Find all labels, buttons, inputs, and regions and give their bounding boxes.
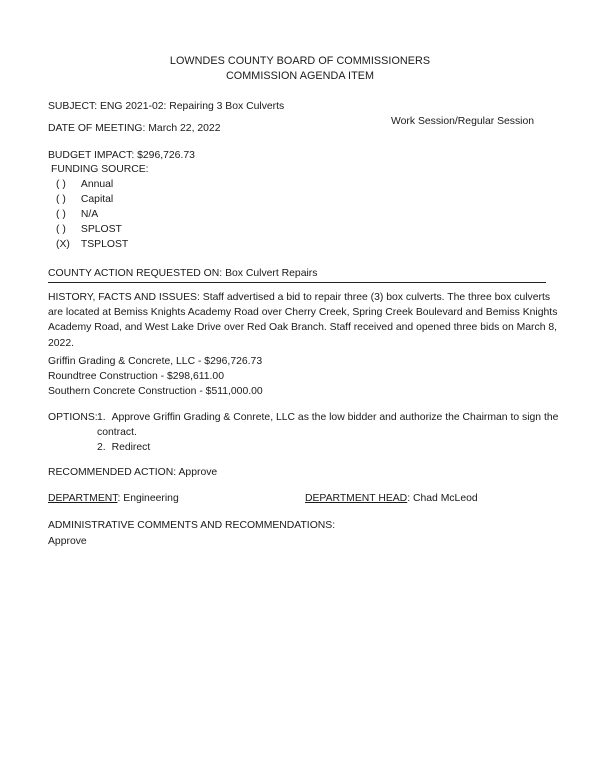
funding-option-annual — [56, 179, 113, 190]
meeting-date-label: DATE OF MEETING: — [48, 123, 146, 134]
subject-label: SUBJECT: — [48, 101, 98, 112]
department-head-line — [305, 493, 478, 504]
option-item-1 — [97, 412, 558, 423]
funding-option-splost — [56, 224, 122, 235]
budget-impact-value: $296,726.73 — [137, 150, 195, 161]
funding-option-capital — [56, 194, 113, 205]
document-title: COMMISSION AGENDA ITEM — [225, 70, 375, 82]
history-label: HISTORY, FACTS AND ISSUES: — [48, 292, 200, 303]
meeting-date-line — [48, 123, 220, 134]
option-item-1-continued: contract. — [97, 427, 137, 438]
department-head-label: DEPARTMENT HEAD — [305, 493, 408, 504]
action-requested-label: COUNTY ACTION REQUESTED ON: — [48, 268, 223, 279]
options-label: OPTIONS: — [48, 412, 98, 423]
funding-option-na — [56, 209, 98, 220]
subject-value: ENG 2021-02: Repairing 3 Box Culverts — [99, 101, 285, 112]
department-value: : Engineering — [117, 493, 179, 504]
meeting-date-value: March 22, 2022 — [148, 123, 221, 134]
checkbox-mark: ( ) — [56, 179, 66, 190]
recommended-action-value: Approve — [178, 467, 218, 478]
funding-option-label: N/A — [80, 209, 99, 220]
option-text: Redirect — [111, 442, 151, 453]
recommended-action-label: RECOMMENDED ACTION: — [48, 467, 177, 478]
funding-option-label: TSPLOST — [80, 239, 129, 250]
action-requested-value: Box Culvert Repairs — [225, 268, 318, 279]
checkbox-mark: ( ) — [56, 224, 66, 235]
option-item-2 — [97, 442, 150, 453]
funding-source-label: FUNDING SOURCE: — [51, 164, 149, 175]
checkbox-mark: (X) — [56, 239, 70, 250]
admin-comments-label: ADMINISTRATIVE COMMENTS AND RECOMMENDATIONS: — [48, 520, 336, 531]
option-text: Approve Griffin Grading & Conrete, LLC as the low bidder and authorize the Chairman to sign the — [111, 412, 559, 423]
funding-option-label: SPLOST — [80, 224, 122, 235]
action-requested-line — [48, 268, 317, 279]
board-title: LOWNDES COUNTY BOARD OF COMMISSIONERS — [169, 55, 431, 67]
section-divider — [48, 282, 546, 283]
admin-comments-value: Approve — [48, 536, 87, 547]
budget-impact-label: BUDGET IMPACT: — [48, 150, 135, 161]
bid-item: Southern Concrete Construction - $511,000.00 — [48, 386, 263, 397]
funding-option-label: Annual — [80, 179, 114, 190]
budget-impact-line — [48, 150, 195, 161]
history-paragraph — [48, 290, 558, 351]
session-type: Work Session/Regular Session — [391, 116, 535, 127]
subject-line — [48, 101, 284, 112]
checkbox-mark: ( ) — [56, 209, 66, 220]
recommended-action-line — [48, 467, 217, 478]
funding-option-label: Capital — [80, 194, 114, 205]
department-line — [48, 493, 179, 504]
checkbox-mark: ( ) — [56, 194, 66, 205]
department-label: DEPARTMENT — [48, 493, 118, 504]
department-head-value: : Chad McLeod — [407, 493, 478, 504]
history-text: Staff advertised a bid to repair three (3) box culverts. The three box culverts are located at Bemiss Knights Academy Road over Cherry Creek, Spring Creek Boulevard and Bemiss Knights Academy Road, and West Lake Drive over Red Oak Branch. Staff received and opened three bids on March 8, 2022. — [48, 292, 558, 349]
option-number: 2. — [97, 442, 106, 453]
bid-item: Roundtree Construction - $298,611.00 — [48, 371, 224, 382]
bid-item: Griffin Grading & Concrete, LLC - $296,726.73 — [48, 356, 263, 367]
funding-option-tsplost — [56, 239, 128, 250]
option-number: 1. — [97, 412, 106, 423]
